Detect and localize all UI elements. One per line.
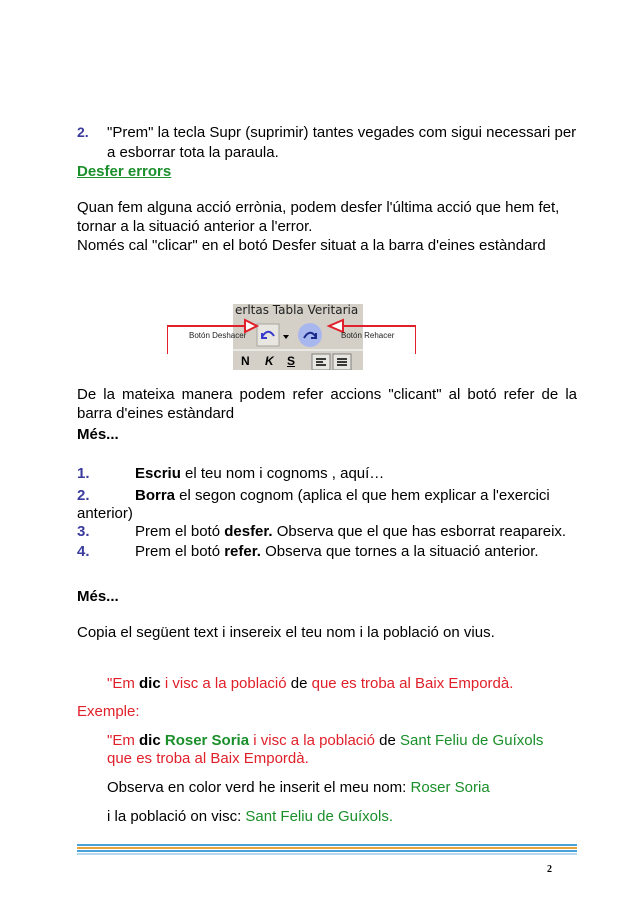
step-1: 1. Escriu el teu nom i cognoms , aquí… bbox=[77, 465, 385, 482]
list-item-2 bbox=[77, 124, 577, 141]
italic-button-label: K bbox=[265, 354, 274, 368]
step-2-cont: anterior) bbox=[77, 505, 133, 522]
refer-line-1: De la mateixa manera podem refer accions "clicant" al botó refer de la bbox=[77, 386, 577, 403]
exemple-label: Exemple: bbox=[77, 703, 140, 720]
refer-line-2: barra d'eines estàndard bbox=[77, 405, 235, 422]
mes-label-1: Més... bbox=[77, 426, 119, 443]
undo-callout-label: Botón Deshacer bbox=[189, 331, 247, 340]
template-sentence: "Em dic i visc a la població de que es troba al Baix Empordà. bbox=[107, 675, 514, 692]
example-sentence: "Em dic Roser Soria i visc a la població de Sant Feliu de Guíxols bbox=[107, 732, 544, 749]
undo-button-bg bbox=[257, 324, 279, 346]
underline-button-label: S bbox=[287, 354, 296, 368]
step-3: 3. Prem el botó desfer. Observa que el que has esborrat reapareix. bbox=[77, 523, 567, 540]
redo-button-highlight bbox=[298, 323, 322, 347]
example-sentence-cont: que es troba al Baix Empordà. bbox=[107, 750, 309, 767]
observa-line: Observa en color verd he inserit el meu nom: Roser Soria bbox=[107, 779, 490, 796]
toolbar-screenshot bbox=[167, 304, 416, 370]
page-number: 2 bbox=[547, 864, 552, 875]
list-text: "Prem" la tecla Supr (suprimir) tantes vegades com sigui necessari per bbox=[107, 124, 577, 141]
intro-line-3: Només cal "clicar" en el botó Desfer situat a la barra d'eines estàndard bbox=[77, 237, 546, 254]
intro-line-2: tornar a la situació anterior a l'error. bbox=[77, 218, 313, 235]
mes-label-2: Més... bbox=[77, 588, 119, 605]
redo-callout-label: Botón Rehacer bbox=[341, 331, 395, 340]
bold-button-label: N bbox=[241, 354, 250, 368]
list-item-2-cont: a esborrar tota la paraula. bbox=[107, 144, 279, 161]
toolbar-menu-text: erltas Tabla Veritaria bbox=[235, 303, 359, 317]
step-2: 2. Borra el segon cognom (aplica el que hem explicar a l'exercici bbox=[77, 487, 550, 504]
poblacio-line: i la població on visc: Sant Feliu de Guíxols. bbox=[107, 808, 393, 825]
list-number: 2. bbox=[77, 124, 89, 140]
section-heading-desfer: Desfer errors bbox=[77, 163, 172, 180]
intro-line-1: Quan fem alguna acció errònia, podem desfer l'última acció que hem fet, bbox=[77, 199, 560, 216]
step-4: 4. Prem el botó refer. Observa que tornes a la situació anterior. bbox=[77, 543, 539, 560]
copy-instruction: Copia el següent text i insereix el teu nom i la població on vius. bbox=[77, 624, 495, 641]
